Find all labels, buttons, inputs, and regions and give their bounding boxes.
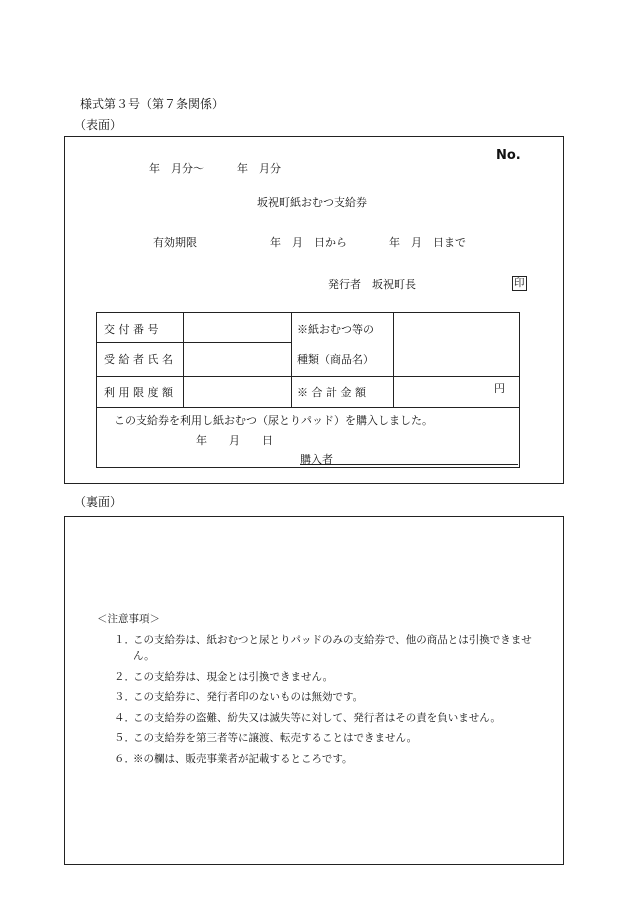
front-side-label: （表面）: [74, 118, 123, 132]
notes-list: [114, 632, 534, 771]
note-number: ３．: [114, 691, 135, 703]
table-divider: [96, 342, 292, 343]
number-label: No.: [496, 148, 521, 163]
note-number: ６．: [114, 752, 135, 765]
validity-to: 年 月 日まで: [389, 236, 466, 249]
note-text: この支給券に、発行者印のないものは無効です。: [133, 691, 364, 703]
notes-heading: ＜注意事項＞: [97, 613, 160, 625]
total-amount-label: ※ 合 計 金 額: [297, 386, 366, 399]
note-item: [114, 689, 534, 705]
table-divider: [393, 312, 394, 407]
table-divider: [96, 407, 520, 408]
note-text: ※の欄は、販売事業者が記載するところです。: [133, 752, 353, 765]
validity-from: 年 月 日から: [270, 236, 347, 249]
purchase-date: 年 月 日: [196, 434, 273, 447]
note-number: ５．: [114, 732, 135, 744]
note-item: [114, 669, 534, 685]
table-divider: [183, 312, 184, 407]
note-text: この支給券を第三者等に譲渡、転売することはできません。: [133, 732, 418, 744]
purchaser-signature-line: [300, 464, 518, 465]
issue-number-label: 交 付 番 号: [104, 323, 159, 336]
note-number: １．: [114, 634, 135, 646]
note-item: [114, 751, 534, 767]
note-text: この支給券は、紙おむつと尿とりパッドのみの支給券で、他の商品とは引換できません。: [133, 634, 532, 662]
form-title: 様式第３号（第７条関係）: [80, 97, 225, 111]
seal-mark: 印: [514, 277, 525, 289]
table-divider: [96, 376, 520, 377]
yen-unit: 円: [494, 382, 505, 395]
note-number: ４．: [114, 711, 135, 724]
period-line: 年 月分〜 年 月分: [149, 162, 281, 175]
issuer: 発行者 坂祝町長: [328, 278, 416, 291]
recipient-name-label: 受 給 者 氏 名: [104, 353, 173, 366]
note-number: ２．: [114, 670, 135, 683]
back-side-label: （裏面）: [74, 495, 123, 509]
table-divider: [291, 312, 292, 407]
note-text: この支給券の盗難、紛失又は滅失等に対して、発行者はその責を負いません。: [133, 711, 501, 724]
limit-amount-label: 利 用 限 度 額: [104, 386, 173, 399]
purchase-statement: この支給券を利用し紙おむつ（尿とりパッド）を購入しました。: [114, 414, 433, 427]
note-text: この支給券は、現金とは引換できません。: [133, 670, 334, 683]
validity-label: 有効期限: [153, 236, 197, 249]
product-type-label-2: 種類（商品名）: [297, 353, 374, 366]
purchaser-label: 購入者: [300, 453, 333, 466]
note-item: [114, 710, 534, 726]
product-type-label: ※紙おむつ等の: [297, 323, 374, 336]
note-item: [114, 730, 534, 746]
note-item: [114, 632, 534, 664]
voucher-title: 坂祝町紙おむつ支給券: [257, 196, 367, 209]
